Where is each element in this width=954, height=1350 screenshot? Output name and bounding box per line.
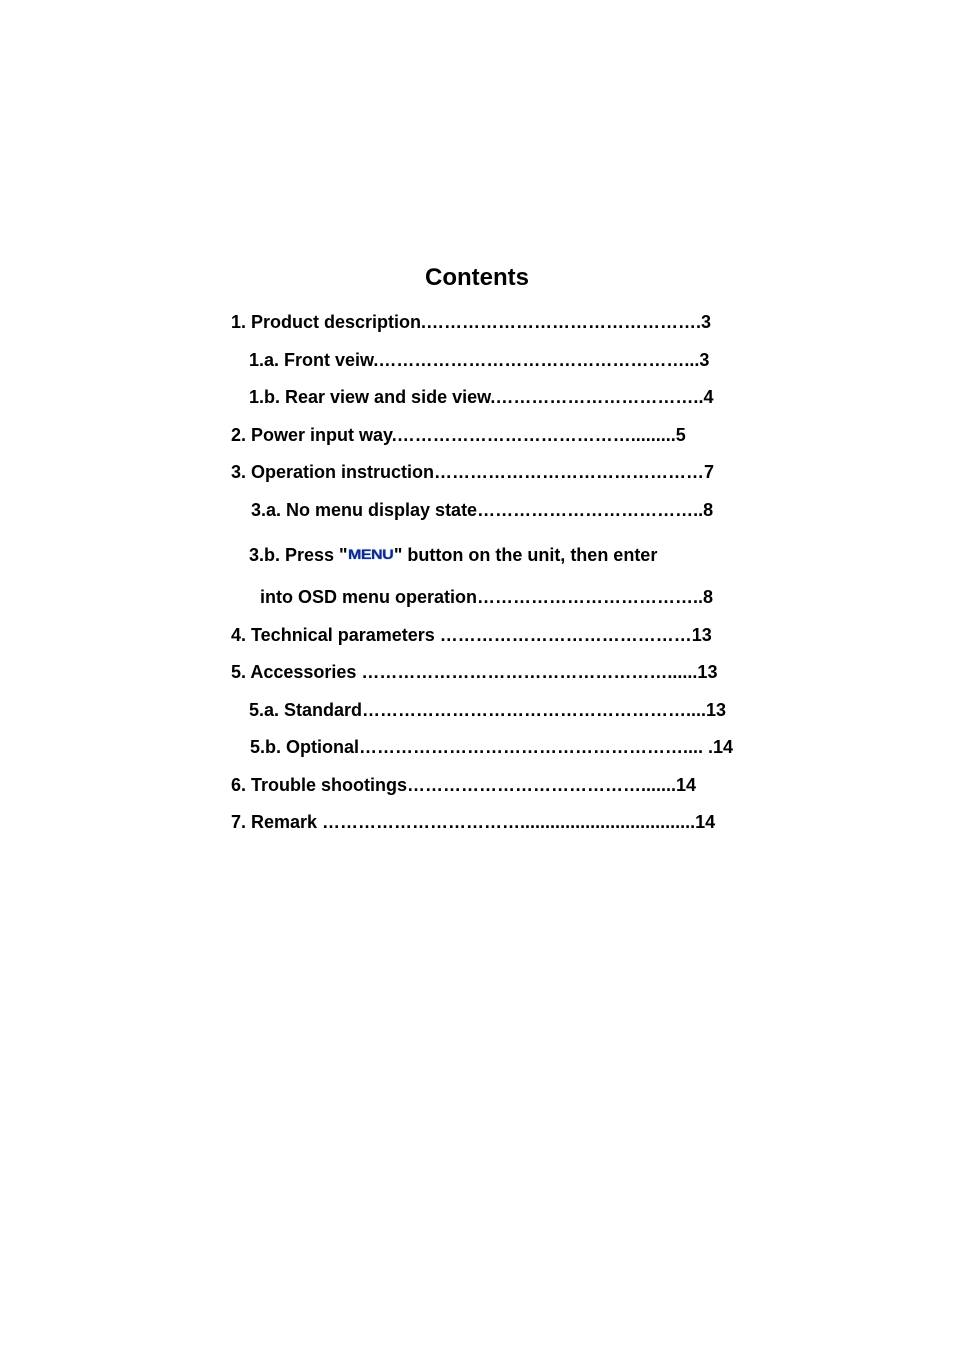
toc-entry-power-input-way: 2. Power input way.………………………………….........5: [231, 425, 686, 445]
toc-entry-press-text: 3.b. Press ": [249, 545, 348, 565]
toc-entry-no-menu-display-state: 3.a. No menu display state………………………………..8: [251, 500, 714, 520]
toc-entry-trouble-shootings: 6. Trouble shootings………………………………….......14: [231, 775, 697, 795]
toc-entry-standard: 5.a. Standard………………………………………………....13: [249, 700, 727, 720]
toc-entry-press-menu: [249, 544, 657, 566]
toc-entry-press-rest: " button on the unit, then enter: [393, 545, 658, 565]
toc-entry-osd-menu-operation: into OSD menu operation………………………………..8: [260, 587, 714, 607]
toc-entry-technical-parameters: 4. Technical parameters ……………………………………13: [231, 625, 712, 645]
toc-entry-product-description: 1. Product description.……………………………………….3: [231, 312, 712, 332]
toc-entry-front-view: 1.a. Front veiw.……………………………………………...3: [249, 350, 710, 370]
menu-button-icon: MENU: [347, 546, 393, 562]
toc-entry-optional: 5.b. Optional……………………………………………….... .14: [250, 737, 734, 757]
toc-entry-remark: 7. Remark ……………………………...................................14: [231, 812, 716, 832]
toc-entry-rear-side-view: 1.b. Rear view and side view.……………………………..4: [249, 387, 714, 407]
toc-entry-accessories: 5. Accessories ……………………………………………......13: [231, 662, 718, 682]
toc-entry-operation-instruction: 3. Operation instruction………………………………………7: [231, 462, 715, 482]
page-title: Contents: [425, 264, 529, 291]
